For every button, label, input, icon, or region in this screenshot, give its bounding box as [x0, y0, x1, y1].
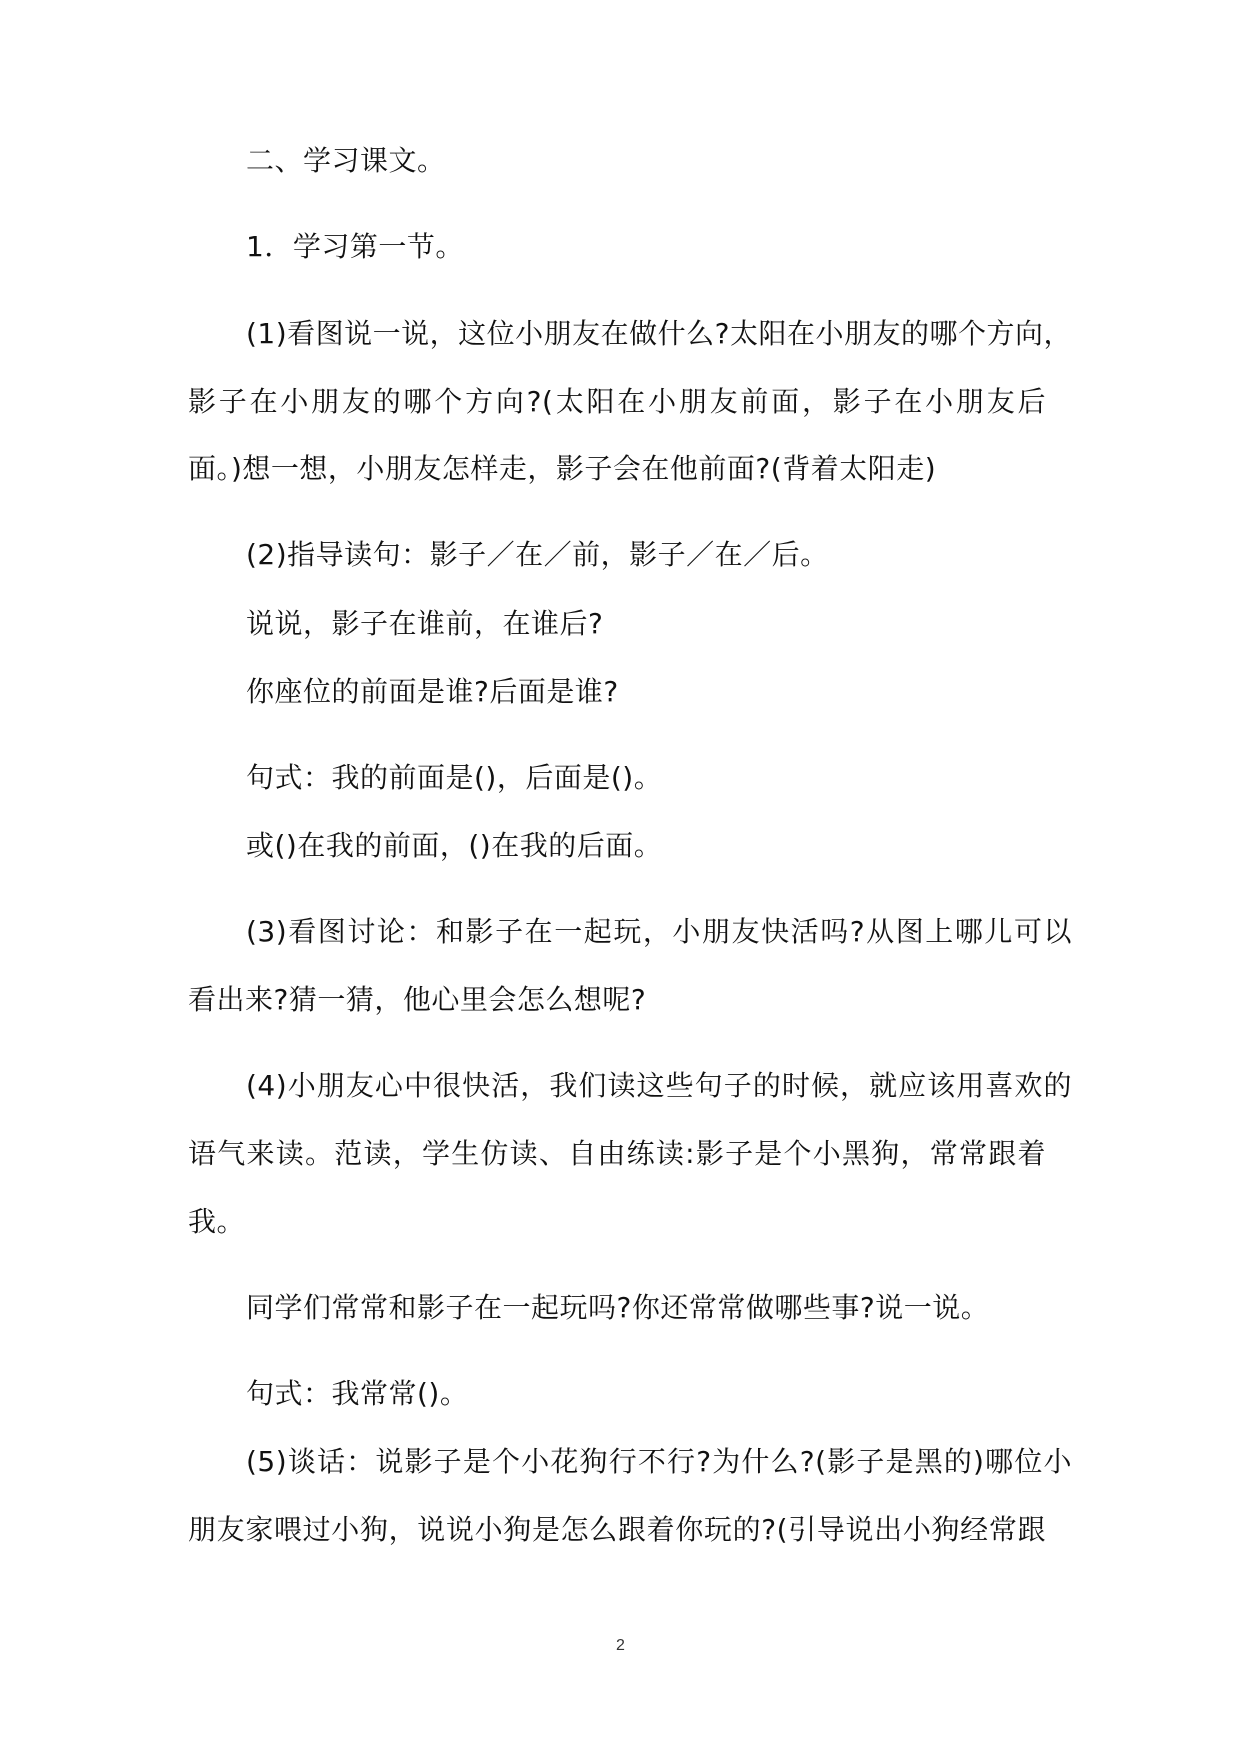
paragraph-line: 说说，影子在谁前，在谁后? [246, 607, 604, 640]
paragraph-line: 我。 [188, 1205, 246, 1238]
sentence-pattern: 句式：我的前面是()，后面是()。 [246, 761, 663, 794]
page-number: 2 [616, 1637, 625, 1654]
subsection-heading: 1．学习第一节。 [246, 230, 464, 263]
paragraph-line: 同学们常常和影子在一起玩吗?你还常常做哪些事?说一说。 [246, 1291, 990, 1324]
paragraph-line: 影子在小朋友的哪个方向?(太阳在小朋友前面，影子在小朋友后 [188, 385, 1046, 418]
paragraph-line: (3)看图讨论：和影子在一起玩，小朋友快活吗?从图上哪儿可以 [246, 915, 1072, 948]
paragraph-line: 你座位的前面是谁?后面是谁? [246, 675, 619, 708]
paragraph-line: (5)谈话：说影子是个小花狗行不行?为什么?(影子是黑的)哪位小 [246, 1445, 1072, 1478]
section-heading: 二、学习课文。 [246, 144, 446, 177]
paragraph-line: 语气来读。范读，学生仿读、自由练读:影子是个小黑狗，常常跟着 [188, 1137, 1046, 1170]
paragraph-line: 面。)想一想，小朋友怎样走，影子会在他前面?(背着太阳走) [188, 452, 937, 485]
sentence-pattern: 或()在我的前面，()在我的后面。 [246, 829, 663, 862]
paragraph-line: (4)小朋友心中很快活，我们读这些句子的时候，就应该用喜欢的 [246, 1069, 1072, 1102]
sentence-pattern: 句式：我常常()。 [246, 1377, 469, 1410]
paragraph-line: 朋友家喂过小狗，说说小狗是怎么跟着你玩的?(引导说出小狗经常跟 [188, 1513, 1046, 1546]
paragraph-line: (2)指导读句：影子／在／前，影子／在／后。 [246, 538, 829, 571]
paragraph-line: 看出来?猜一猜，他心里会怎么想呢? [188, 983, 647, 1016]
paragraph-line: (1)看图说一说，这位小朋友在做什么?太阳在小朋友的哪个方向， [246, 317, 1073, 350]
